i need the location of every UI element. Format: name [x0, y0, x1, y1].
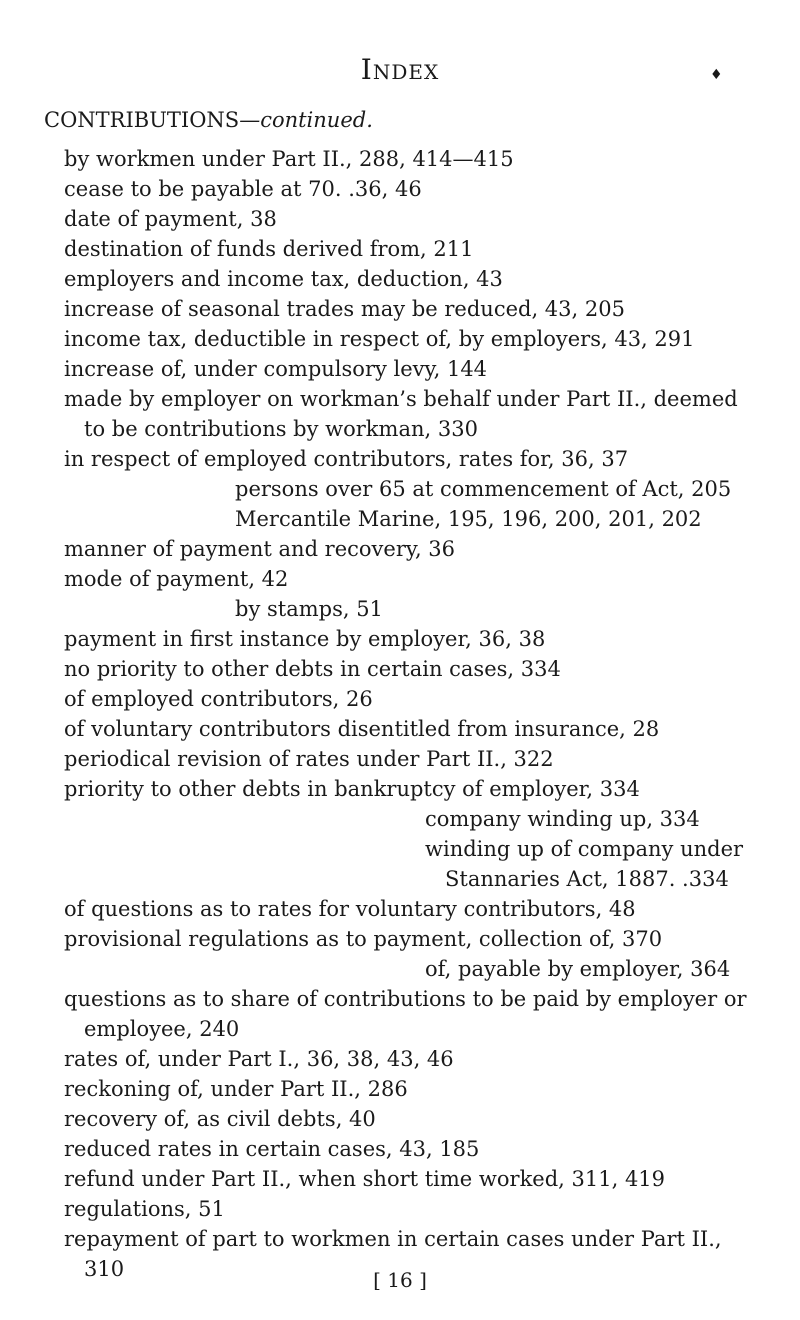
index-entry: reduced rates in certain cases, 43, 185 [64, 1137, 480, 1161]
index-entry: of employed contributors, 26 [64, 687, 373, 711]
index-entry: payment in first instance by employer, 36, 38 [64, 627, 546, 651]
index-entry: increase of, under compulsory levy, 144 [64, 357, 488, 381]
index-subentry: by stamps, 51 [235, 597, 383, 621]
index-entry: questions as to share of contributions to be paid by employer or employee, 240 [64, 987, 747, 1041]
page-number: [ 16 ] [373, 1268, 427, 1292]
index-subentry: winding up of company under Stannaries Act, 1887. .334 [425, 837, 744, 891]
index-entry: manner of payment and recovery, 36 [64, 537, 456, 561]
index-heading [44, 108, 373, 133]
index-entry: date of payment, 38 [64, 207, 277, 231]
index-entry: destination of funds derived from, 211 [64, 237, 474, 261]
index-entry: mode of payment, 42 [64, 567, 289, 591]
running-head: Index [360, 53, 440, 86]
index-subentry: persons over 65 at commencement of Act, 205 [235, 477, 732, 501]
heading-continued: continued. [260, 108, 373, 132]
index-entry: income tax, deductible in respect of, by employers, 43, 291 [64, 327, 695, 351]
index-entry: refund under Part II., when short time worked, 311, 419 [64, 1167, 666, 1191]
index-entry: employers and income tax, deduction, 43 [64, 267, 503, 291]
index-entry: by workmen under Part II., 288, 414—415 [64, 147, 514, 171]
index-entry: recovery of, as civil debts, 40 [64, 1107, 376, 1131]
index-entry: increase of seasonal trades may be reduced, 43, 205 [64, 297, 625, 321]
index-entry: no priority to other debts in certain cases, 334 [64, 657, 561, 681]
index-entry: priority to other debts in bankruptcy of employer, 334 [64, 777, 640, 801]
index-entry: in respect of employed contributors, rates for, 36, 37 [64, 447, 629, 471]
index-entries [0, 144, 800, 1284]
heading-dash: — [239, 108, 261, 132]
index-subentry: of, payable by employer, 364 [425, 957, 731, 981]
index-entry: regulations, 51 [64, 1197, 225, 1221]
index-entry: cease to be payable at 70. .36, 46 [64, 177, 422, 201]
index-entry: provisional regulations as to payment, collection of, 370 [64, 927, 663, 951]
index-entry: reckoning of, under Part II., 286 [64, 1077, 408, 1101]
index-entry: repayment of part to workmen in certain cases under Part II., 310 [64, 1227, 722, 1281]
index-entry: of questions as to rates for voluntary contributors, 48 [64, 897, 636, 921]
printer-mark: ♦ [710, 67, 723, 83]
index-entry: periodical revision of rates under Part II., 322 [64, 747, 554, 771]
heading-term: CONTRIBUTIONS [44, 108, 240, 132]
index-entry: made by employer on workman’s behalf under Part II., deemed to be contributions by workman, 330 [64, 387, 738, 441]
index-entry: rates of, under Part I., 36, 38, 43, 46 [64, 1047, 454, 1071]
index-subentry: Mercantile Marine, 195, 196, 200, 201, 202 [235, 507, 702, 531]
index-entry: of voluntary contributors disentitled from insurance, 28 [64, 717, 660, 741]
index-subentry: company winding up, 334 [425, 807, 700, 831]
